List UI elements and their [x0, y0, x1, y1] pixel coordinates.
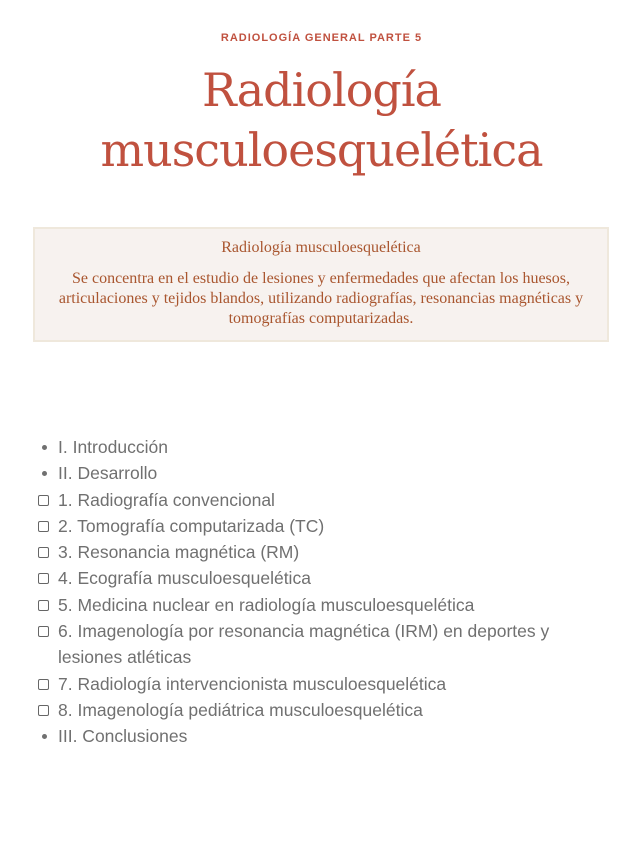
- outline-item: [36, 565, 616, 591]
- summary-box: [33, 227, 609, 342]
- bullet-icon: [42, 445, 47, 450]
- title-line-2: musculoesquelética: [100, 123, 543, 177]
- outline-item-text: 2. Tomografía computarizada (TC): [58, 515, 325, 536]
- outline-item: [36, 723, 616, 749]
- summary-heading: Radiología musculoesquelética: [221, 239, 421, 256]
- outline-item: [36, 460, 616, 486]
- outline-item-text: 3. Resonancia magnética (RM): [58, 542, 300, 563]
- checkbox-icon: [38, 521, 49, 532]
- outline-item-text: 5. Medicina nuclear en radiología musculoesquelética: [58, 594, 475, 615]
- checkbox-icon: [38, 705, 49, 716]
- checkbox-icon: [38, 573, 49, 584]
- checkbox-icon: [38, 547, 49, 558]
- outline-item-text: 6. Imagenología por resonancia magnética (IRM) en deportes y lesiones atléticas: [58, 621, 550, 668]
- outline-item-text: I. Introducción: [58, 437, 168, 457]
- outline-item: [36, 592, 616, 618]
- outline-item: [36, 618, 616, 671]
- outline-item-text: 7. Radiología intervencionista musculoesquelética: [58, 673, 447, 694]
- checkbox-icon: [38, 495, 49, 506]
- checkbox-icon: [38, 626, 49, 637]
- summary-text: Se concentra en el estudio de lesiones y enfermedades que afectan los huesos, articulaciones y tejidos blandos, utilizando radiografías, resonancias magnéticas y tomografías computarizadas.: [58, 270, 584, 327]
- page-title: [0, 60, 643, 180]
- outline-item-text: 4. Ecografía musculoesquelética: [58, 568, 311, 589]
- outline-item-text: II. Desarrollo: [58, 463, 158, 484]
- bullet-icon: [42, 734, 47, 739]
- outline-item: [36, 513, 616, 539]
- outline-item: [36, 539, 616, 565]
- outline-item: [36, 671, 616, 697]
- eyebrow-label: RADIOLOGÍA GENERAL PARTE 5: [220, 32, 423, 44]
- outline-item-text: 8. Imagenología pediátrica musculoesquelética: [58, 699, 423, 720]
- outline-item: [36, 487, 616, 513]
- outline-item-text: III. Conclusiones: [58, 726, 188, 747]
- outline-list: [36, 434, 616, 750]
- bullet-icon: [42, 471, 47, 476]
- checkbox-icon: [38, 679, 49, 690]
- outline-item-text: 1. Radiografía convencional: [58, 489, 275, 510]
- outline-item: [36, 434, 616, 460]
- checkbox-icon: [38, 600, 49, 611]
- title-line-1: Radiología: [202, 63, 441, 117]
- outline-item: [36, 697, 616, 723]
